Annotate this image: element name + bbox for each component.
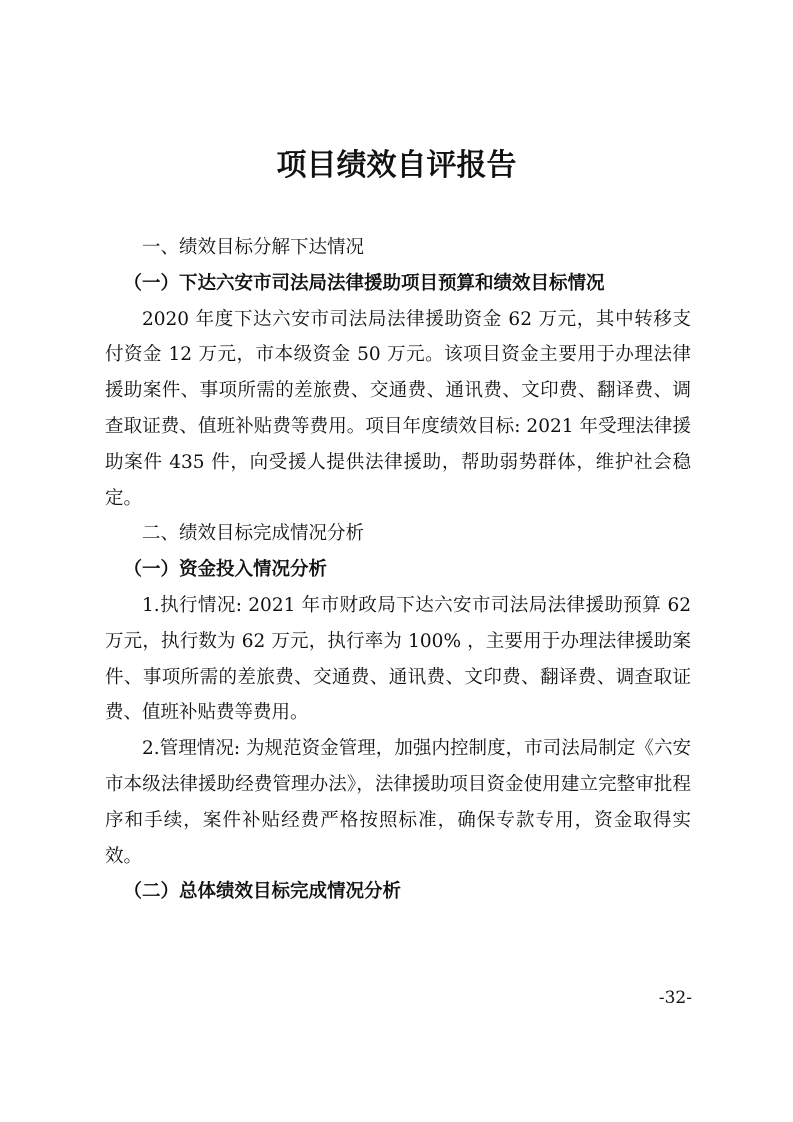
subsection-heading-2-2: （二）总体绩效目标完成情况分析 <box>123 881 402 903</box>
page-number: -32- <box>658 988 692 1008</box>
paragraph-management: 2.管理情况: 为规范资金管理，加强内控制度，市司法局制定《六安市本级法律援助经费管理办法》，法律援助项目资金使用建立完整审批程序和手续，案件补贴经费严格按照标准，确保专款专用，资金取得实效。 <box>105 738 691 867</box>
paragraph-budget-and-targets: 2020 年度下达六安市司法局法律援助资金 62 万元，其中转移支付资金 12 万元，市本级资金 50 万元。该项目资金主要用于办理法律援助案件、事项所需的差旅费、交通费、通讯费、文印费、翻译费、调查取证费、值班补贴费等费用。项目年度绩效目标: 2021 年受理法律援助案件 435 件，向受援人提供法律援助，帮助弱势群体，维护社会稳定。 <box>105 308 691 509</box>
subsection-heading-2-1: （一）资金投入情况分析 <box>123 559 328 581</box>
subsection-heading-1-1: （一）下达六安市司法局法律援助项目预算和绩效目标情况 <box>123 272 605 294</box>
section-heading-2: 二、绩效目标完成情况分析 <box>142 523 365 545</box>
document-title: 项目绩效自评报告 <box>276 148 517 183</box>
paragraph-execution: 1.执行情况: 2021 年市财政局下达六安市司法局法律援助预算 62 万元，执行数为 62 万元，执行率为 100% ，主要用于办理法律援助案件、事项所需的差旅费、交通费、通讯费、文印费、翻译费、调查取证费、值班补贴费等费用。 <box>105 594 691 724</box>
section-heading-1: 一、绩效目标分解下达情况 <box>142 237 365 258</box>
document-body <box>105 230 691 910</box>
